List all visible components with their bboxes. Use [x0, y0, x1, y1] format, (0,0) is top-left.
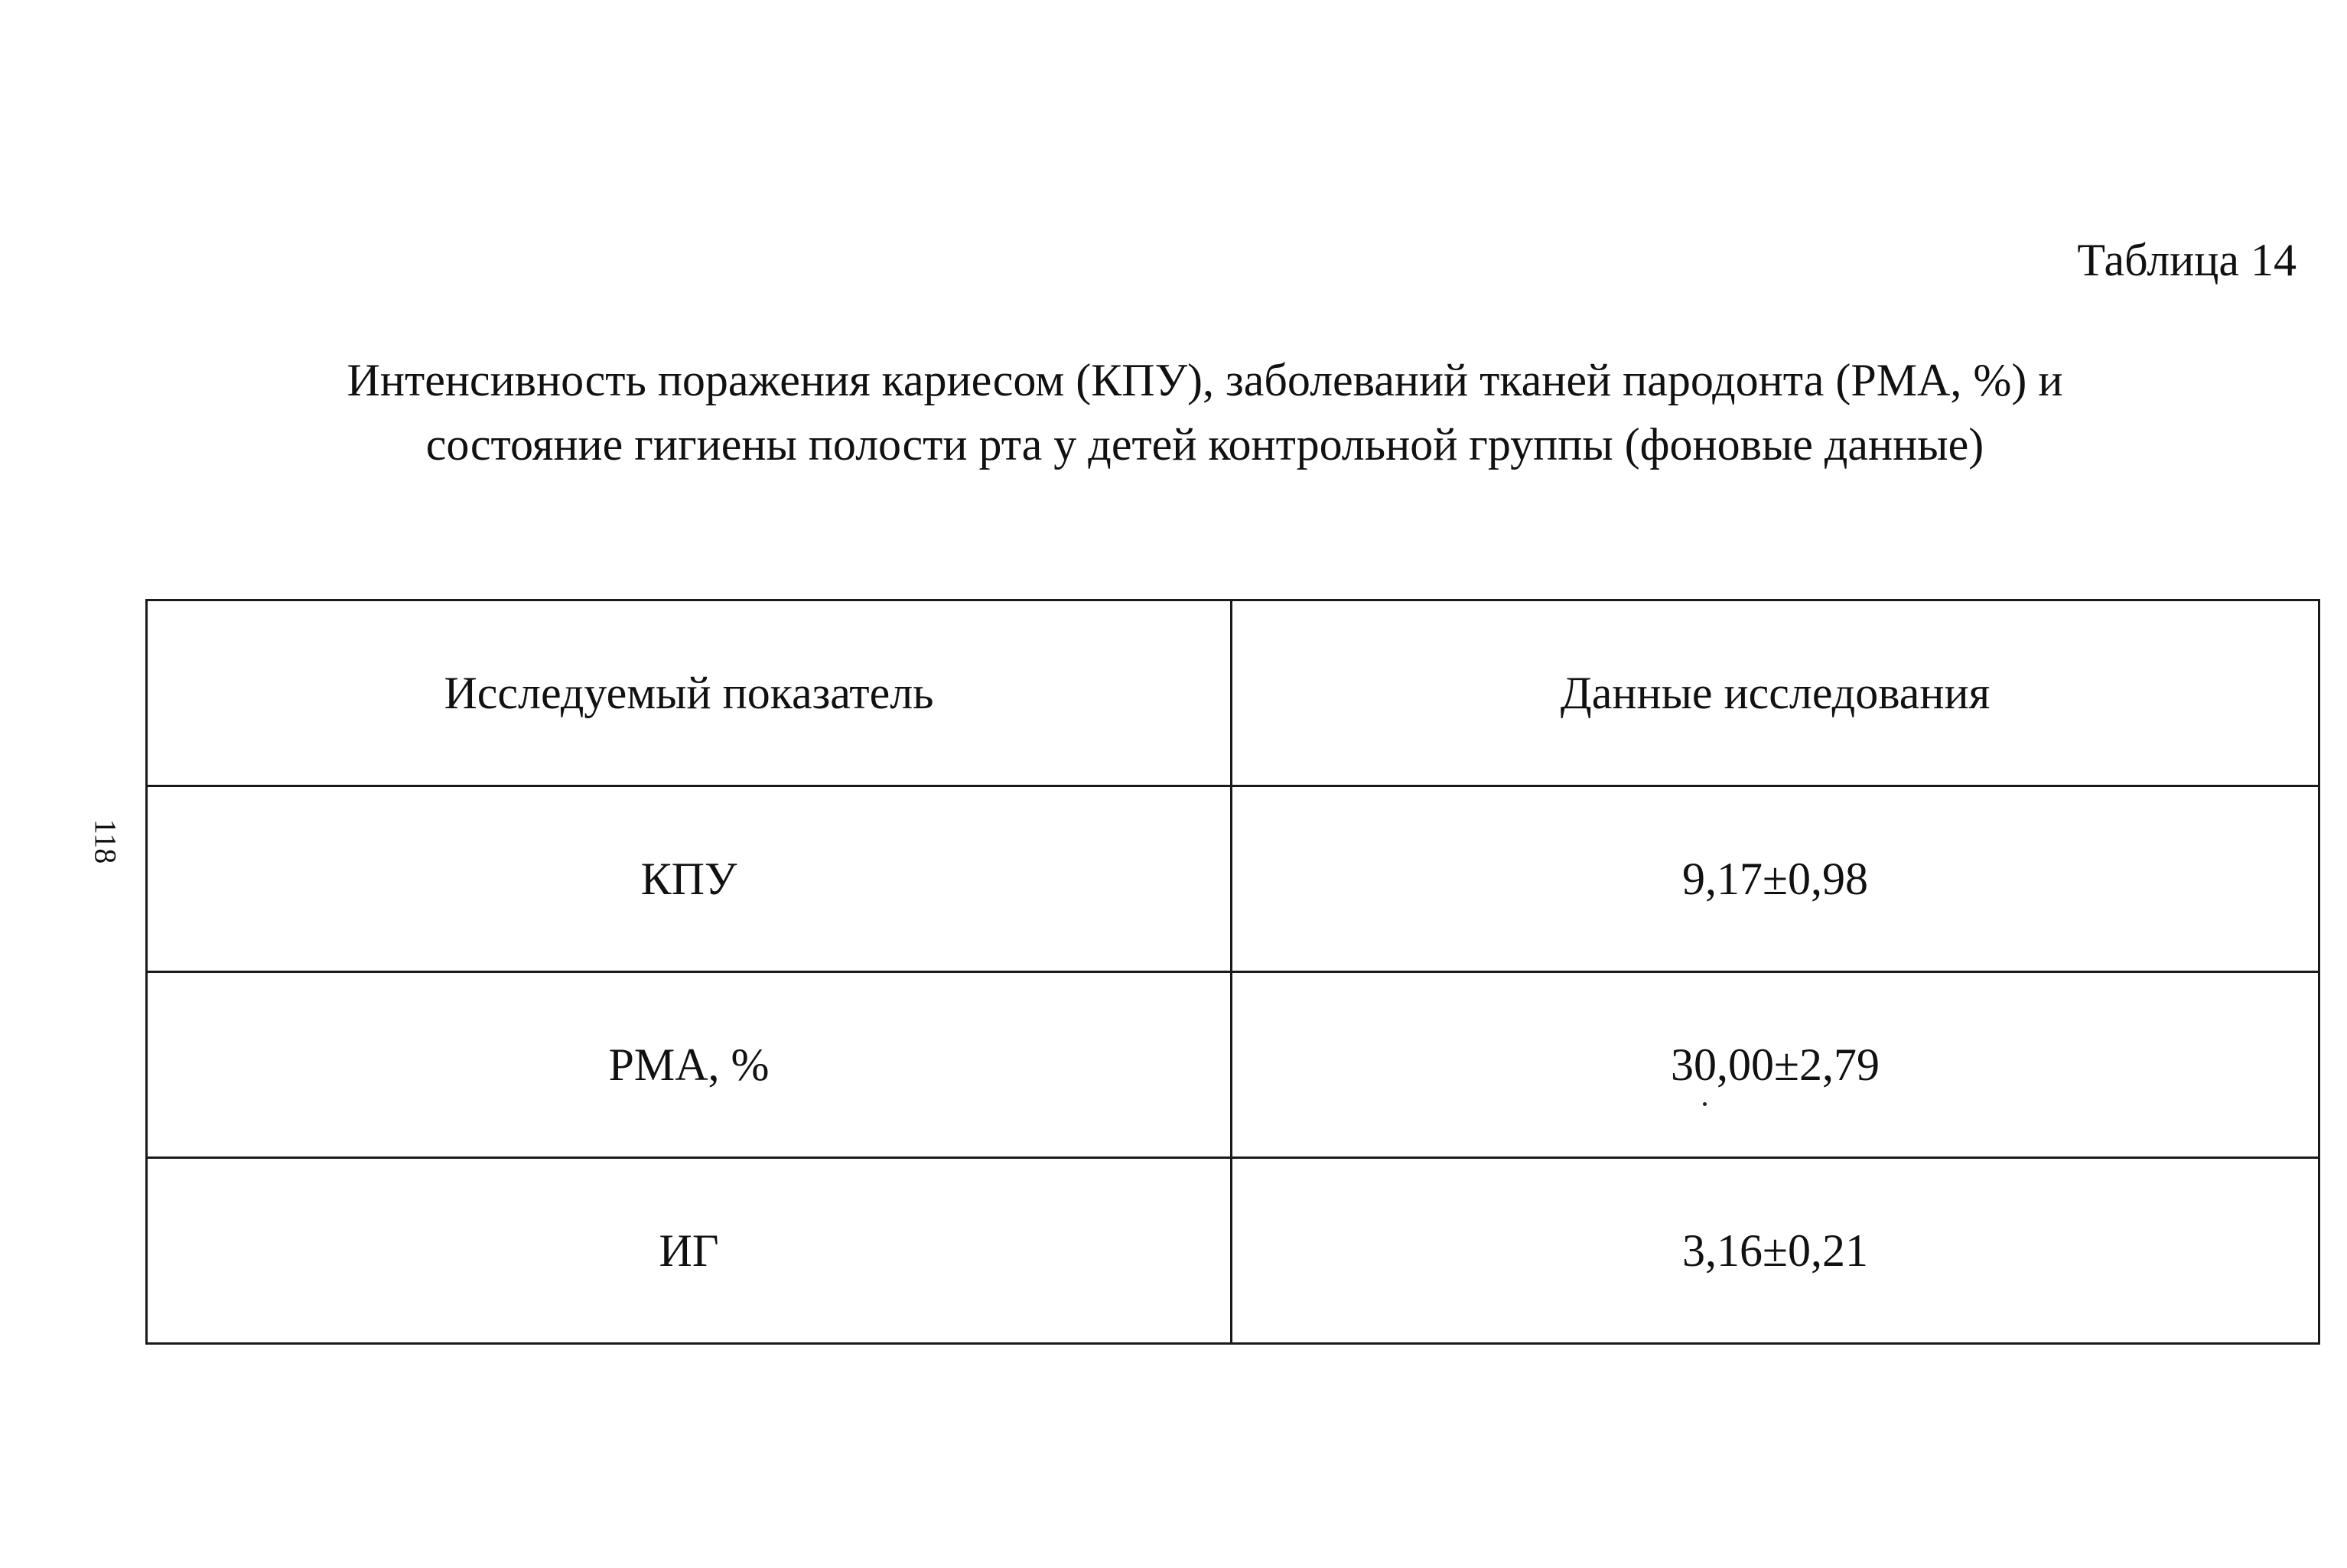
table-row [147, 1158, 2319, 1344]
row-indicator: КПУ [147, 786, 1232, 972]
header-value: Данные исследования [1232, 600, 2319, 786]
caption-line-1: Интенсивность поражения кариесом (КПУ), заболеваний тканей пародонта (РМА, %) и [347, 355, 2063, 405]
row-indicator: РМА, % [147, 972, 1232, 1158]
header-indicator: Исследуемый показатель [147, 600, 1232, 786]
row-value: 3,16±0,21 [1232, 1158, 2319, 1344]
row-indicator: ИГ [147, 1158, 1232, 1344]
caption-line-2: состояние гигиены полости рта у детей контрольной группы (фоновые данные) [425, 419, 1984, 470]
row-value: 9,17±0,98 [1232, 786, 2319, 972]
table-row [147, 972, 2319, 1158]
data-table [145, 599, 2320, 1345]
page-number: 118 [88, 818, 123, 864]
scan-speck [1703, 1102, 1707, 1106]
table-label: Таблица 14 [2077, 235, 2297, 285]
row-value: 30,00±2,79 [1232, 972, 2319, 1158]
table-row [147, 786, 2319, 972]
table-caption [76, 348, 2333, 477]
table-header-row [147, 600, 2319, 786]
